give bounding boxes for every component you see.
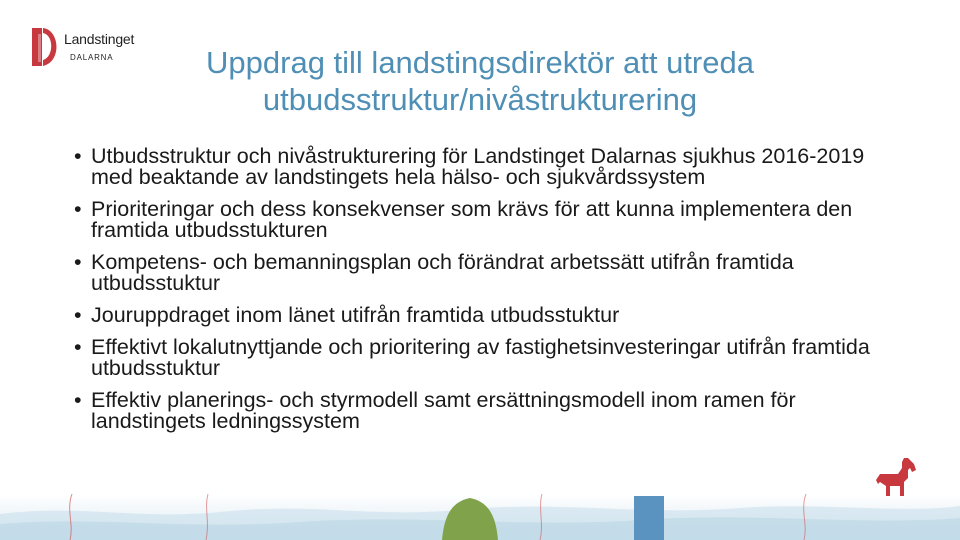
dalarna-d-logo-icon: [30, 26, 64, 70]
bullet-icon: •: [74, 197, 82, 221]
dala-horse-icon: [874, 456, 918, 500]
bullet-icon: •: [74, 144, 82, 168]
logo-name: Landstinget: [64, 31, 135, 47]
bullet-item: [74, 337, 874, 379]
bullet-text: Prioriteringar och dess konsekvenser som krävs för att kunna implementera den framtida utbudsstukturen: [91, 197, 853, 242]
slide-title-line-1: Uppdrag till landstingsdirektör att utreda: [206, 45, 754, 80]
logo-subtitle: DALARNA: [70, 53, 114, 62]
bullet-text: Kompetens- och bemanningsplan och förändrat arbetssätt utifrån framtida utbudsstuktur: [91, 250, 794, 295]
bullet-list: [74, 146, 874, 443]
bullet-item: [74, 390, 874, 432]
blue-pillar-shape: [634, 496, 664, 540]
bullet-text: Effektiv planerings- och styrmodell samt ersättningsmodell inom ramen för landstingets ledningssystem: [91, 388, 796, 433]
slide-title-line-2: utbudsstruktur/nivåstrukturering: [262, 82, 698, 117]
bullet-item: [74, 199, 874, 241]
bullet-icon: •: [74, 388, 82, 412]
bullet-icon: •: [74, 250, 82, 274]
bullet-text: Utbudsstruktur och nivåstrukturering för Landstinget Dalarnas sjukhus 2016-2019 med beaktande av landstingets hela hälso- och sjukvårdssystem: [91, 144, 865, 189]
bullet-icon: •: [74, 303, 82, 327]
bullet-text: Effektivt lokalutnyttjande och prioritering av fastighetsinvesteringar utifrån framtida utbudsstuktur: [91, 335, 870, 380]
bullet-text: Jouruppdraget inom länet utifrån framtida utbudsstuktur: [91, 303, 620, 327]
bullet-item: [74, 146, 874, 188]
landstinget-dalarna-logo: [30, 26, 150, 74]
slide-title: [150, 44, 810, 118]
bullet-item: [74, 305, 874, 326]
bullet-icon: •: [74, 335, 82, 359]
decorative-footer-landscape: [0, 494, 960, 540]
bullet-item: [74, 252, 874, 294]
